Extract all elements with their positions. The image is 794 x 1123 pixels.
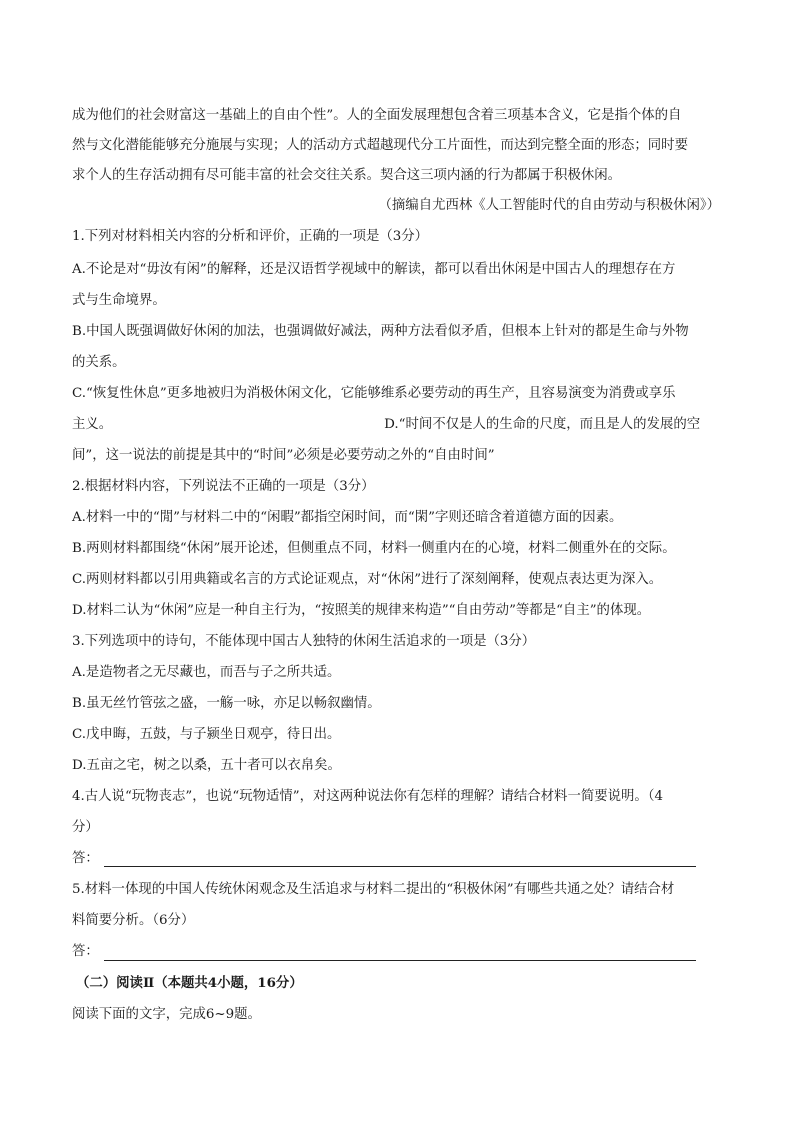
q1-stem: 1.下列对材料相关内容的分析和评价，正确的一项是（3分） [72,229,429,244]
q2-option-a: A.材料一中的“閒”与材料二中的“闲暇”都指空闲时间，而“閑”字则还暗含着道德方面的因素。 [72,510,623,525]
q5-answer-line[interactable] [104,960,696,961]
q3-option-a: A.是造物者之无尽藏也，而吾与子之所共适。 [72,665,341,680]
q1-option-a-line2: 式与生命境界。 [72,293,166,308]
q1-option-a-line1: A.不论是对“毋汝有闲”的解释，还是汉语哲学视域中的解读，都可以看出休闲是中国古人的理想存在方 [72,262,676,277]
q3-option-b: B.虽无丝竹管弦之盛，一觞一咏，亦足以畅叙幽情。 [72,696,381,711]
q5-stem-line2: 料简要分析。（6分） [72,913,195,928]
section-2-instruction: 阅读下面的文字，完成6~9题。 [72,1007,261,1022]
q2-stem: 2.根据材料内容，下列说法不正确的一项是（3分） [72,479,375,494]
passage-line-1: 成为他们的社会财富这一基础上的自由个性”。人的全面发展理想包含着三项基本含义，它是指个体的自 [72,108,682,123]
q3-option-c: C.戊申晦，五鼓，与子颍坐日观亭，待日出。 [72,727,341,742]
q4-answer-label: 答： [72,851,99,866]
q2-option-d: D.材料二认为“休闲”应是一种自主行为，“按照美的规律来构造”“自由劳动”等都是“自主”的体现。 [72,603,651,618]
q5-stem-line1: 5.材料一体现的中国人传统休闲观念及生活追求与材料二提出的“积极休闲”有哪些共通之处？请结合材 [72,882,675,897]
q4-stem-line2: 分） [72,820,99,835]
q5-answer-label: 答： [72,944,99,959]
q4-answer-line[interactable] [104,866,696,867]
q2-option-b: B.两则材料都围绕“休闲”展开论述，但侧重点不同，材料一侧重内在的心境，材料二侧重外在的交际。 [72,541,676,556]
passage-line-2: 然与文化潜能能够充分施展与实现；人的活动方式超越现代分工片面性，而达到完整全面的形态；同时要 [72,138,688,153]
section-2-heading: （二）阅读Ⅱ（本题共4小题，16分） [76,975,303,991]
q1-option-c-d-row [72,416,732,434]
q3-option-d: D.五亩之宅，树之以桑，五十者可以衣帛矣。 [72,758,341,773]
q1-option-c-line2: 主义。 [72,417,113,432]
q2-option-c: C.两则材料都以引用典籍或名言的方式论证观点，对“休闲”进行了深刻阐释，使观点表达更为深入。 [72,572,663,587]
q1-option-b-line2: 的关系。 [72,355,126,370]
passage-source: （摘编自尤西林《人工智能时代的自由劳动与积极休闲》） [378,198,720,213]
q1-option-c-line1: C.“恢复性休息”更多地被归为消极休闲文化，它能够维系必要劳动的再生产，且容易演变为消费或享乐 [72,386,676,401]
q1-option-d-line1: D.“时间不仅是人的生命的尺度，而且是人的发展的空 [384,417,701,432]
q1-option-b-line1: B.中国人既强调做好休闲的加法，也强调做好减法，两种方法看似矛盾，但根本上针对的都是生命与外物 [72,324,689,339]
q1-option-d-line2: 间”，这一说法的前提是其中的“时间”必须是必要劳动之外的“自由时间” [72,448,495,463]
q3-stem: 3.下列选项中的诗句，不能体现中国古人独特的休闲生活追求的一项是（3分） [72,634,536,649]
passage-line-3: 求个人的生存活动拥有尽可能丰富的社会交往关系。契合这三项内涵的行为都属于积极休闲。 [72,168,622,183]
q4-stem-line1: 4.古人说“玩物丧志”，也说“玩物适情”，对这两种说法你有怎样的理解？请结合材料一简要说明。（4 [72,789,663,804]
